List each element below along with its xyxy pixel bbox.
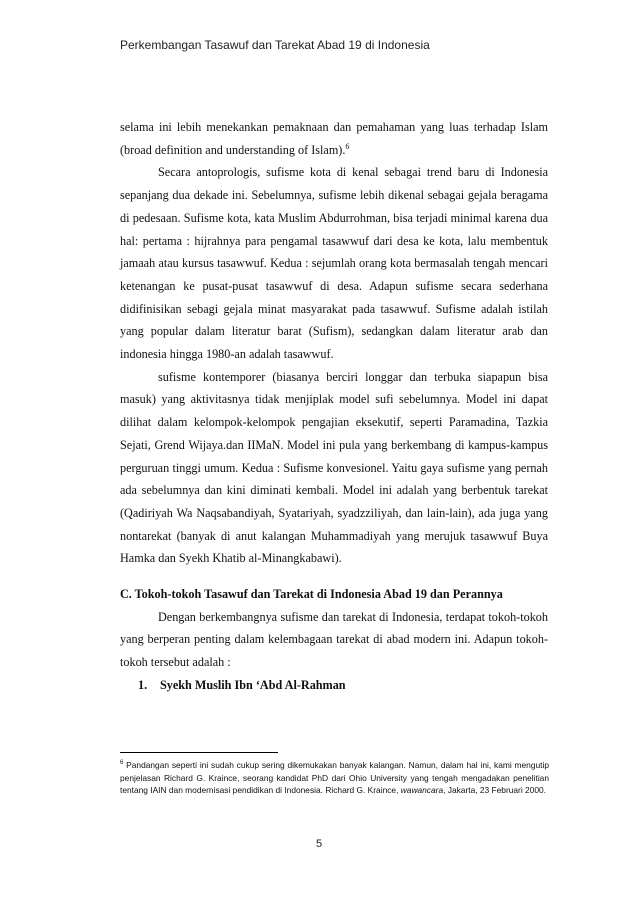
paragraph-1 bbox=[120, 116, 548, 161]
section-heading: C. Tokoh-tokoh Tasawuf dan Tarekat di Indonesia Abad 19 dan Perannya bbox=[120, 587, 503, 602]
footnote bbox=[120, 759, 549, 797]
paragraph-4: Dengan berkembangnya sufisme dan tarekat di Indonesia, terdapat tokoh-tokoh yang berperan penting dalam kelembagaan tarekat di abad modern ini. Adapun tokoh-tokoh tersebut adalah : bbox=[120, 609, 548, 670]
running-header: Perkembangan Tasawuf dan Tarekat Abad 19 di Indonesia bbox=[120, 38, 430, 52]
page-number: 5 bbox=[315, 838, 323, 850]
footnote-divider bbox=[120, 752, 278, 753]
subheading-text: Syekh Muslih Ibn ‘Abd Al-Rahman bbox=[160, 677, 346, 692]
paragraph-2: Secara antoprologis, sufisme kota di kenal sebagai trend baru di Indonesia sepanjang dua dekade ini. Sebelumnya, sufisme lebih dikenal sebagai gejala beragama di pedesaan. Sufisme kota, kata Muslim Abdurrohman, bisa terjadi minimal karena dua hal: pertama : hijrahnya para pengamal tasawwuf dari desa ke kota, lalu membentuk jamaah atau kursus tasawwuf. Kedua : sejumlah orang kota bermasalah tengah mencari ketenangan ke pusat-pusat tasawwuf di desa. Adapun sufisme secara sederhana didifinisikan sebagi gejala minat masyarakat pada tasawwuf. Sufisme adalah istilah yang popular dalam literatur barat (Sufism), sedangkan dalam literatur arab dan indonesia hingga 1980-an adalah tasawwuf. bbox=[120, 165, 548, 362]
paragraph-1-text: selama ini lebih menekankan pemaknaan dan pemahaman yang luas terhadap Islam (broad definition and understanding of Islam). bbox=[120, 120, 548, 157]
footnote-italic: wawancara bbox=[400, 785, 444, 795]
main-body bbox=[120, 116, 548, 697]
footnote-text-end: , Jakarta, 23 Februari 2000. bbox=[443, 785, 546, 795]
paragraph-3: sufisme kontemporer (biasanya berciri longgar dan terbuka siapapun bisa masuk) yang aktivitasnya tidak menjiplak model sufi sebelumnya. Model ini dapat dilihat dalam kelompok-kelompok pengajian eksekutif, seperti Paramadina, Tazkia Sejati, Grend Wijaya.dan IIMaN. Model ini pula yang berkembang di kampus-kampus perguruan tinggi umum. Kedua : Sufisme konvesionel. Yaitu gaya sufisme yang pernah ada sebelumnya dan kini diminati kembali. Model ini adalah yang berbentuk tarekat (Qadiriyah Wa Naqsabandiyah, Syatariyah, syadzziliyah, dan lain-lain), ada juga yang nontarekat (banyak di anut kalangan Muhammadiyah yang merujuk tasawwuf Buya Hamka dan Syekh Khatib al-Minangkabawi). bbox=[120, 369, 548, 566]
subheading-number: 1. bbox=[138, 677, 148, 692]
footnote-reference[interactable]: 6 bbox=[345, 141, 350, 151]
footnote-text: Pandangan seperti ini sudah cukup sering dikemukakan banyak kalangan. Namun, dalam hal ini, kami mengutip penjelasan Richard G. Kraince, seorang kandidat PhD dari Ohio University yang tengah mengadakan penelitian tentang IAIN dan modernisasi pendidikan di Indonesia. Richard G. Kraince, bbox=[120, 760, 549, 795]
footnote-marker: 6 bbox=[120, 760, 124, 767]
subheading bbox=[120, 674, 548, 697]
